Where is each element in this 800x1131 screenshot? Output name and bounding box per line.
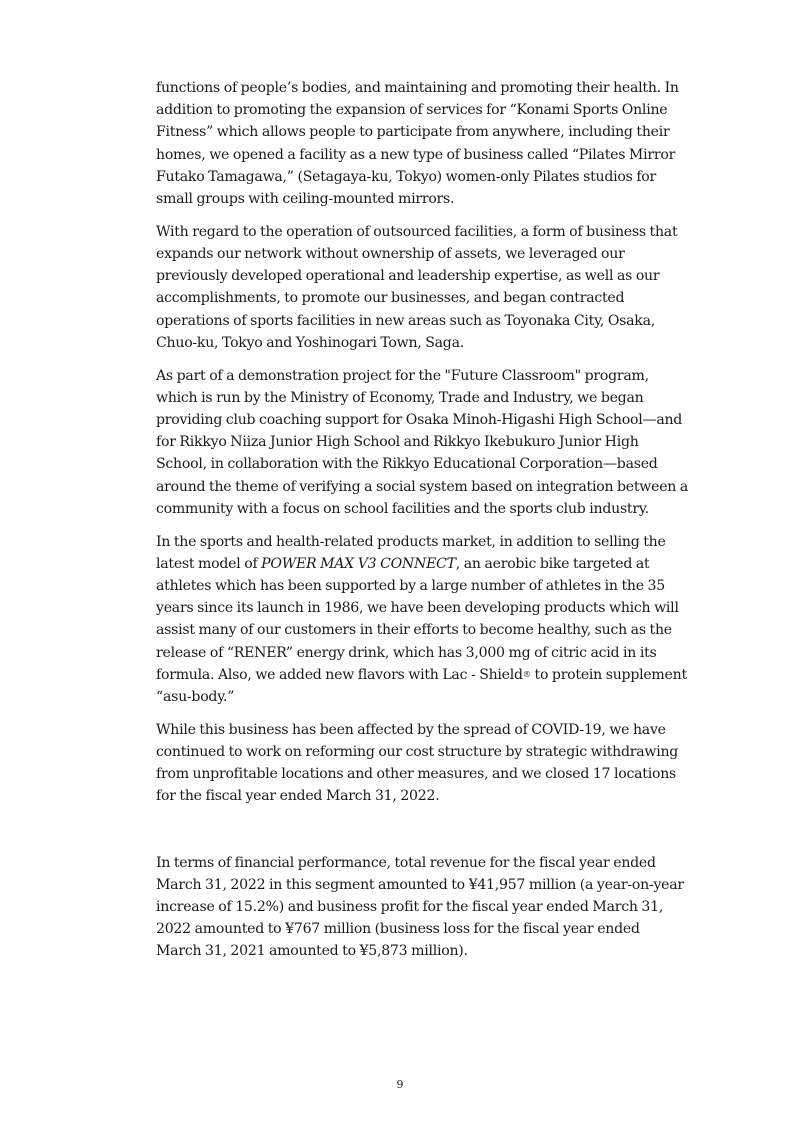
paragraph-covid-impact: While this business has been affected by the spread of COVID-19, we have continued to work on reforming our cost structure by strategic withdrawing from unprofitable locations and other measures, and we closed 17 locations for the fiscal year ended March 31, 2022. [156, 721, 679, 805]
paragraph-health-products-text-1: In the sports and health-related products market, in addition to selling the latest model of [156, 533, 666, 572]
registered-trademark-mark: ® [522, 669, 531, 679]
page-number: 9 [396, 1078, 404, 1091]
paragraph-health-products-text-4: to protein supplement “asu-body.” [156, 666, 687, 706]
paragraph-financial-performance: In terms of financial performance, total revenue for the fiscal year ended March 31, 2022 in this segment amounted to ¥41,957 million (a year-on-year increase of 15.2%) and business profit for the fiscal year ended March 31, 2022 amounted to ¥767 million (business loss for the fiscal year ended March 31, 2021 amounted to ¥5,873 million). [156, 854, 684, 960]
paragraph-health-products [156, 531, 688, 709]
paragraph-fitness-services: functions of people’s bodies, and maintaining and promoting their health. In addition to promoting the expansion of services for “Konami Sports Online Fitness” which allows people to participate from anywhere, including their homes, we opened a facility as a new type of business called “Pilates Mirror Futako Tamagawa,” (Setagaya-ku, Tokyo) women-only Pilates studios for small groups with ceiling-mounted mirrors. [156, 80, 679, 208]
paragraph-outsourced-facilities: With regard to the operation of outsourced facilities, a form of business that expands our network without ownership of assets, we leveraged our previously developed operational and leadership expertise, as well as our accomplishments, to promote our businesses, and began contracted operations of sports facilities in new areas such as Toyonaka City, Osaka, Chuo-ku, Tokyo and Yoshinogari Town, Saga. [156, 223, 678, 351]
paragraph-health-products-text-3: ” energy drink, which has 3,000 mg of citric acid in its formula. Also, we added new flavors with Lac - Shield [156, 644, 657, 683]
paragraph-future-classroom: As part of a demonstration project for the "Future Classroom" program, which is run by the Ministry of Economy, Trade and Industry, we began providing club coaching support for Osaka Minoh-Higashi High School—and for Rikkyo Niiza Junior High School and Rikkyo Ikebukuro Junior High School, in collaboration with the Rikkyo Educational Corporation—based around the theme of verifying a social system based on integration between a community with a focus on school facilities and the sports club industry. [156, 367, 689, 517]
product-name-power-max: POWER MAX V3 CONNECT [261, 555, 456, 572]
paragraph-health-products-text-2: , an aerobic bike targeted at athletes which has been supported by a large number of athletes in the 35 years since its launch in 1986, we have been developing products which will assist many of our customers in their efforts to become healthy, such as the release of “RENER [156, 555, 679, 661]
body-text [156, 77, 688, 973]
